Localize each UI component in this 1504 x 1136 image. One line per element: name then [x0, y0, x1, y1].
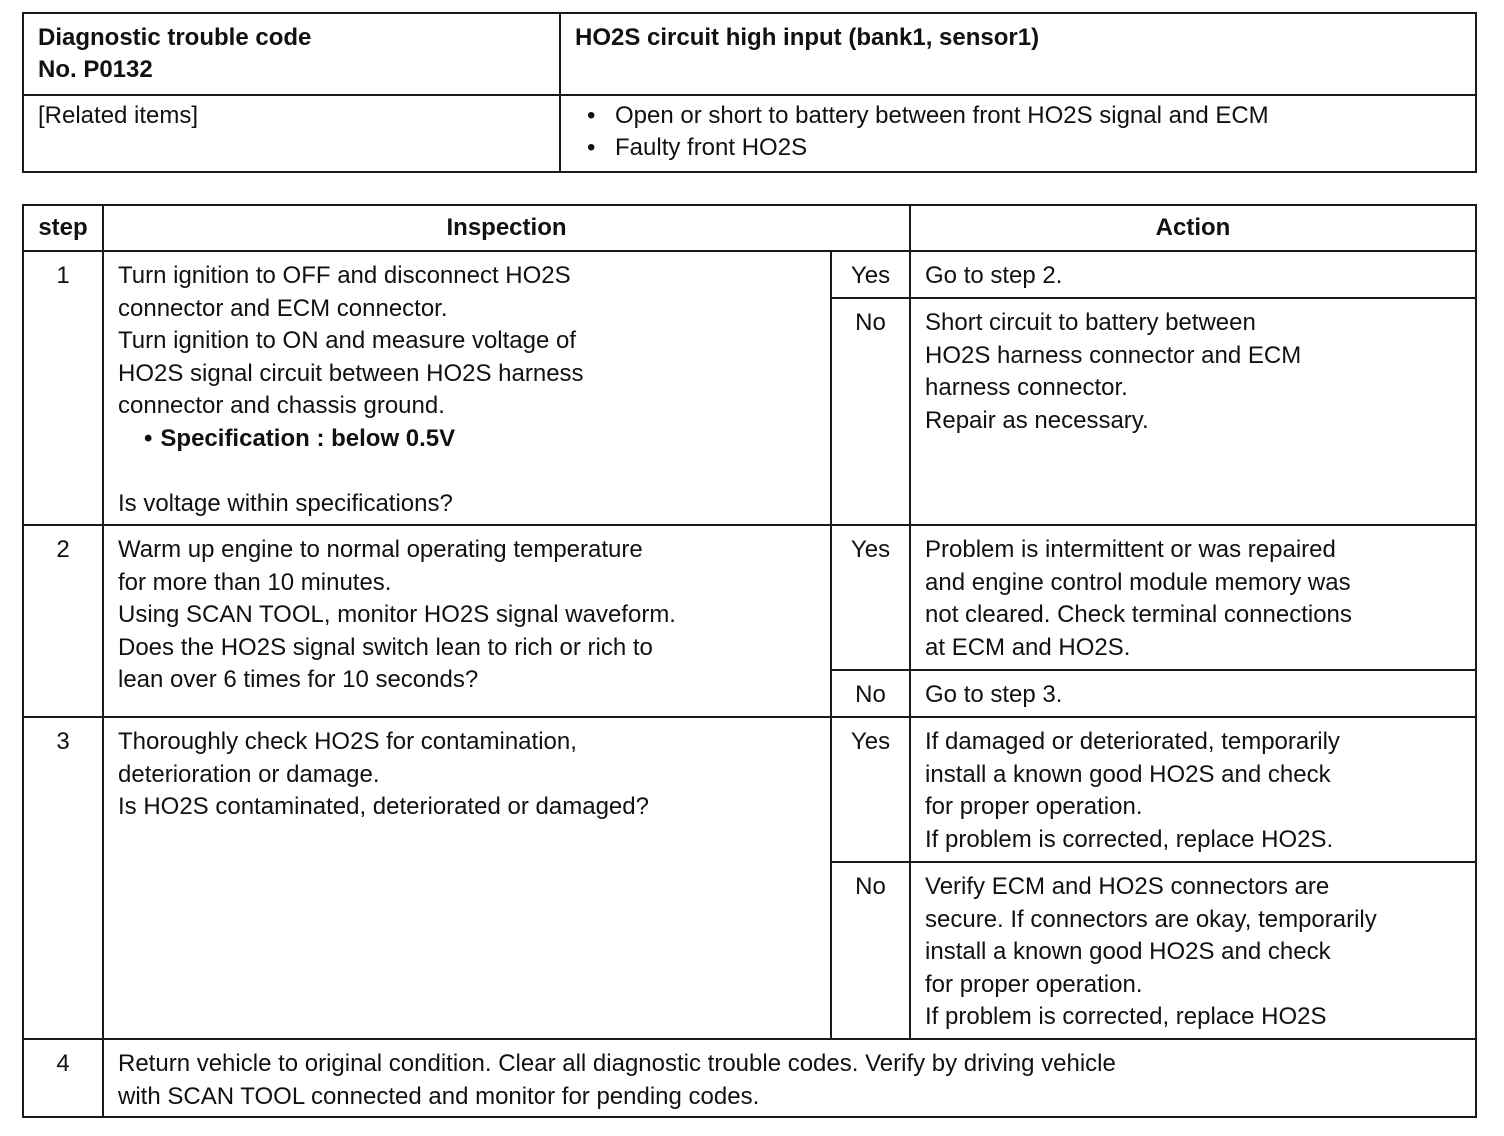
table-row [23, 1039, 1476, 1117]
dtc-code-cell [23, 13, 560, 95]
inspection-line: with SCAN TOOL connected and monitor for pending codes. [118, 1082, 760, 1110]
yes-label: Yes [831, 251, 910, 298]
action-line: If problem is corrected, replace HO2S [925, 1003, 1327, 1030]
inspection-line: Using SCAN TOOL, monitor HO2S signal waveform. [118, 601, 676, 628]
no-action [910, 670, 1476, 717]
no-action [910, 862, 1476, 1039]
yes-action [910, 525, 1476, 670]
action-line: and engine control module memory was [925, 568, 1351, 596]
dtc-code-number: No. P0132 [38, 56, 153, 83]
dtc-code-label: Diagnostic trouble code [38, 24, 312, 51]
inspection-line: for more than 10 minutes. [118, 568, 392, 596]
related-items-label: [Related items] [38, 102, 199, 129]
dtc-header-table [22, 12, 1477, 173]
action-line: for proper operation. [925, 970, 1143, 998]
related-item: • Open or short to battery between front HO2S signal and ECM [615, 100, 1475, 132]
related-items-label-cell [23, 95, 560, 172]
action-line: install a known good HO2S and check [925, 938, 1331, 965]
inspection-line: Turn ignition to ON and measure voltage of [118, 327, 577, 354]
action-line: install a known good HO2S and check [925, 760, 1331, 788]
action-line: If damaged or deteriorated, temporarily [925, 728, 1340, 755]
inspection-line: Is HO2S contaminated, deteriorated or damaged? [118, 793, 649, 820]
related-items-cell [560, 95, 1476, 172]
column-header-step: step [23, 205, 103, 251]
action-line: not cleared. Check terminal connections [925, 601, 1352, 628]
related-items-row [23, 95, 1476, 172]
inspection-line: deterioration or damage. [118, 760, 380, 788]
inspection-line: connector and ECM connector. [118, 294, 448, 322]
dtc-title: HO2S circuit high input (bank1, sensor1) [575, 24, 1040, 51]
specification-text: Specification : below 0.5V [160, 424, 456, 452]
action-line: for proper operation. [925, 793, 1143, 820]
related-item: • Faulty front HO2S [615, 132, 1475, 164]
yes-action [910, 251, 1476, 298]
action-line: Go to step 3. [925, 681, 1063, 708]
yes-action [910, 717, 1476, 862]
action-line: Verify ECM and HO2S connectors are [925, 873, 1330, 900]
no-label: No [831, 298, 910, 525]
inspection-line: Does the HO2S signal switch lean to rich or rich to [118, 633, 653, 661]
action-line: HO2S harness connector and ECM [925, 341, 1302, 369]
table-row [23, 525, 1476, 670]
inspection-cell [103, 525, 831, 717]
inspection-line: Return vehicle to original condition. Clear all diagnostic trouble codes. Verify by driving vehicle [118, 1050, 1116, 1077]
action-line: Repair as necessary. [925, 406, 1149, 434]
inspection-table [22, 204, 1477, 1118]
inspection-cell [103, 251, 831, 525]
inspection-line: lean over 6 times for 10 seconds? [118, 666, 479, 693]
related-items-list [575, 100, 1475, 164]
no-label: No [831, 862, 910, 1039]
yes-label: Yes [831, 717, 910, 862]
dtc-header-row [23, 13, 1476, 95]
column-header-action: Action [910, 205, 1476, 251]
inspection-question: Is voltage within specifications? [118, 489, 453, 517]
specification [118, 423, 820, 456]
column-header-inspection: Inspection [103, 205, 910, 251]
blank-line [118, 455, 820, 488]
inspection-line: Turn ignition to OFF and disconnect HO2S [118, 262, 571, 289]
inspection-line: connector and chassis ground. [118, 392, 445, 419]
step-number: 1 [23, 251, 103, 525]
inspection-cell [103, 717, 831, 1039]
table-row [23, 251, 1476, 298]
step-number: 2 [23, 525, 103, 717]
inspection-line: HO2S signal circuit between HO2S harness [118, 359, 584, 387]
inspection-cell [103, 1039, 1476, 1117]
action-line: Go to step 2. [925, 262, 1063, 289]
no-label: No [831, 670, 910, 717]
action-line: at ECM and HO2S. [925, 633, 1131, 661]
step-number: 4 [23, 1039, 103, 1117]
action-line: Short circuit to battery between [925, 309, 1256, 336]
table-row [23, 717, 1476, 862]
action-line: If problem is corrected, replace HO2S. [925, 825, 1334, 853]
action-line: harness connector. [925, 374, 1128, 401]
specification-bullet: • [144, 424, 153, 452]
table-header-row [23, 205, 1476, 251]
inspection-line: Warm up engine to normal operating temperature [118, 536, 643, 563]
dtc-title-cell [560, 13, 1476, 95]
action-line: Problem is intermittent or was repaired [925, 536, 1336, 563]
inspection-line: Thoroughly check HO2S for contamination, [118, 728, 577, 755]
action-line: secure. If connectors are okay, temporarily [925, 905, 1377, 933]
yes-label: Yes [831, 525, 910, 670]
step-number: 3 [23, 717, 103, 1039]
no-action [910, 298, 1476, 525]
